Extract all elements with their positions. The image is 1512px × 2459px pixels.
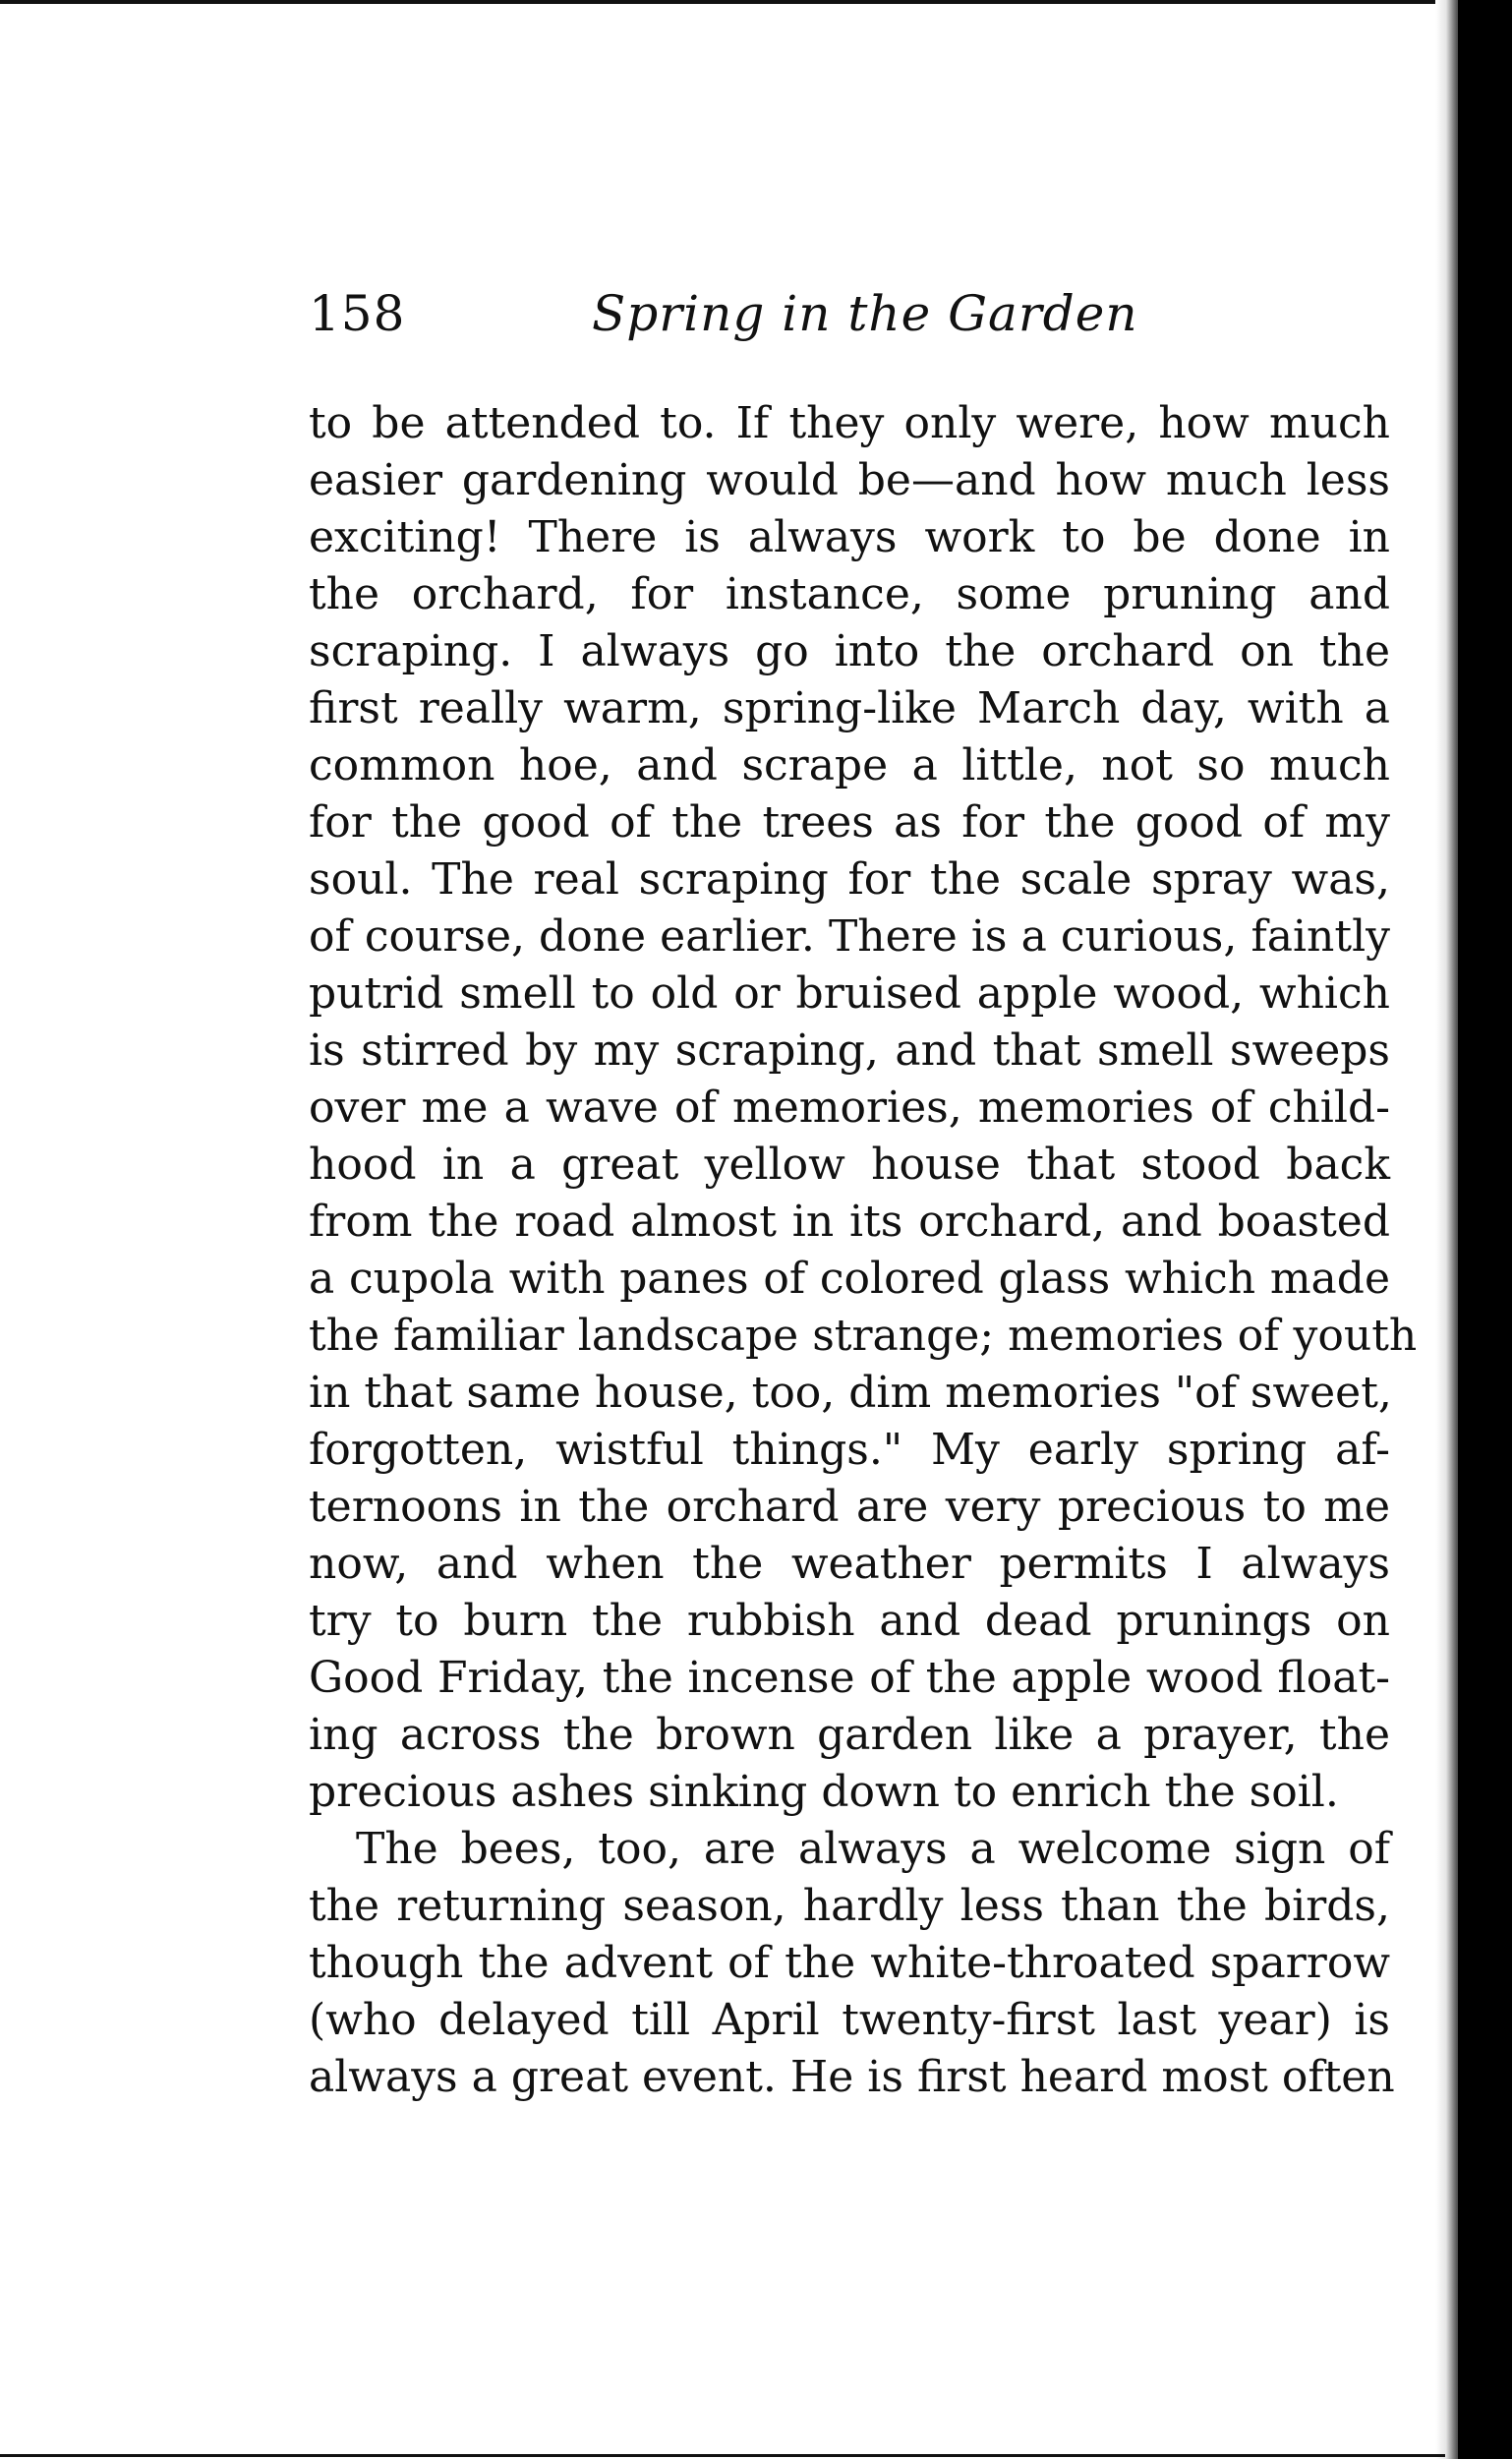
text-line: first really warm, spring-like March day, with a — [309, 683, 1390, 733]
running-head: Spring in the Garden — [592, 285, 1138, 342]
text-line: (who delayed till April twenty-first last year) is — [309, 1995, 1390, 2045]
text-line: now, and when the weather permits I always — [309, 1539, 1390, 1589]
text-line: soul. The real scraping for the scale spray was, — [309, 854, 1390, 905]
text-line: a cupola with panes of colored glass which made — [309, 1254, 1390, 1304]
text-line: the familiar landscape strange; memories of youth — [309, 1311, 1418, 1361]
text-line: ing across the brown garden like a prayer, the — [309, 1710, 1390, 1760]
text-line: though the advent of the white-throated sparrow — [309, 1938, 1390, 1988]
text-line: exciting! There is always work to be done in — [309, 512, 1390, 562]
top-rule — [0, 0, 1512, 4]
text-line: the orchard, for instance, some pruning and — [309, 569, 1390, 619]
text-line: in that same house, too, dim memories "of sweet, — [309, 1368, 1392, 1418]
text-line: try to burn the rubbish and dead prunings on — [309, 1596, 1390, 1646]
text-line: over me a wave of memories, memories of child- — [309, 1083, 1390, 1133]
text-line: hood in a great yellow house that stood back — [309, 1140, 1390, 1190]
text-line: precious ashes sinking down to enrich the soil. — [309, 1767, 1339, 1817]
page-edge-dark — [1458, 0, 1512, 2459]
text-line: always a great event. He is first heard most often — [309, 2052, 1395, 2102]
text-line: The bees, too, are always a welcome sign of — [356, 1824, 1390, 1874]
body-text — [309, 395, 1418, 2106]
text-line: easier gardening would be—and how much less — [309, 455, 1390, 505]
text-line: the returning season, hardly less than the birds, — [309, 1881, 1390, 1931]
text-line: ternoons in the orchard are very precious to me — [309, 1482, 1390, 1532]
text-line: forgotten, wistful things." My early spring af- — [309, 1425, 1390, 1475]
page-number: 158 — [309, 285, 406, 342]
text-line: Good Friday, the incense of the apple wood float- — [309, 1653, 1390, 1703]
text-line: scraping. I always go into the orchard on the — [309, 626, 1390, 676]
text-line: common hoe, and scrape a little, not so much — [309, 740, 1390, 790]
page-header — [309, 285, 1390, 368]
bottom-rule — [0, 2454, 1445, 2457]
text-line: putrid smell to old or bruised apple wood, which — [309, 968, 1390, 1019]
text-line: from the road almost in its orchard, and boasted — [309, 1197, 1390, 1247]
text-line: for the good of the trees as for the good of my — [309, 797, 1390, 848]
text-line: to be attended to. If they only were, how much — [309, 398, 1390, 448]
text-line: is stirred by my scraping, and that smell sweeps — [309, 1025, 1390, 1076]
text-line: of course, done earlier. There is a curious, faintly — [309, 911, 1390, 962]
